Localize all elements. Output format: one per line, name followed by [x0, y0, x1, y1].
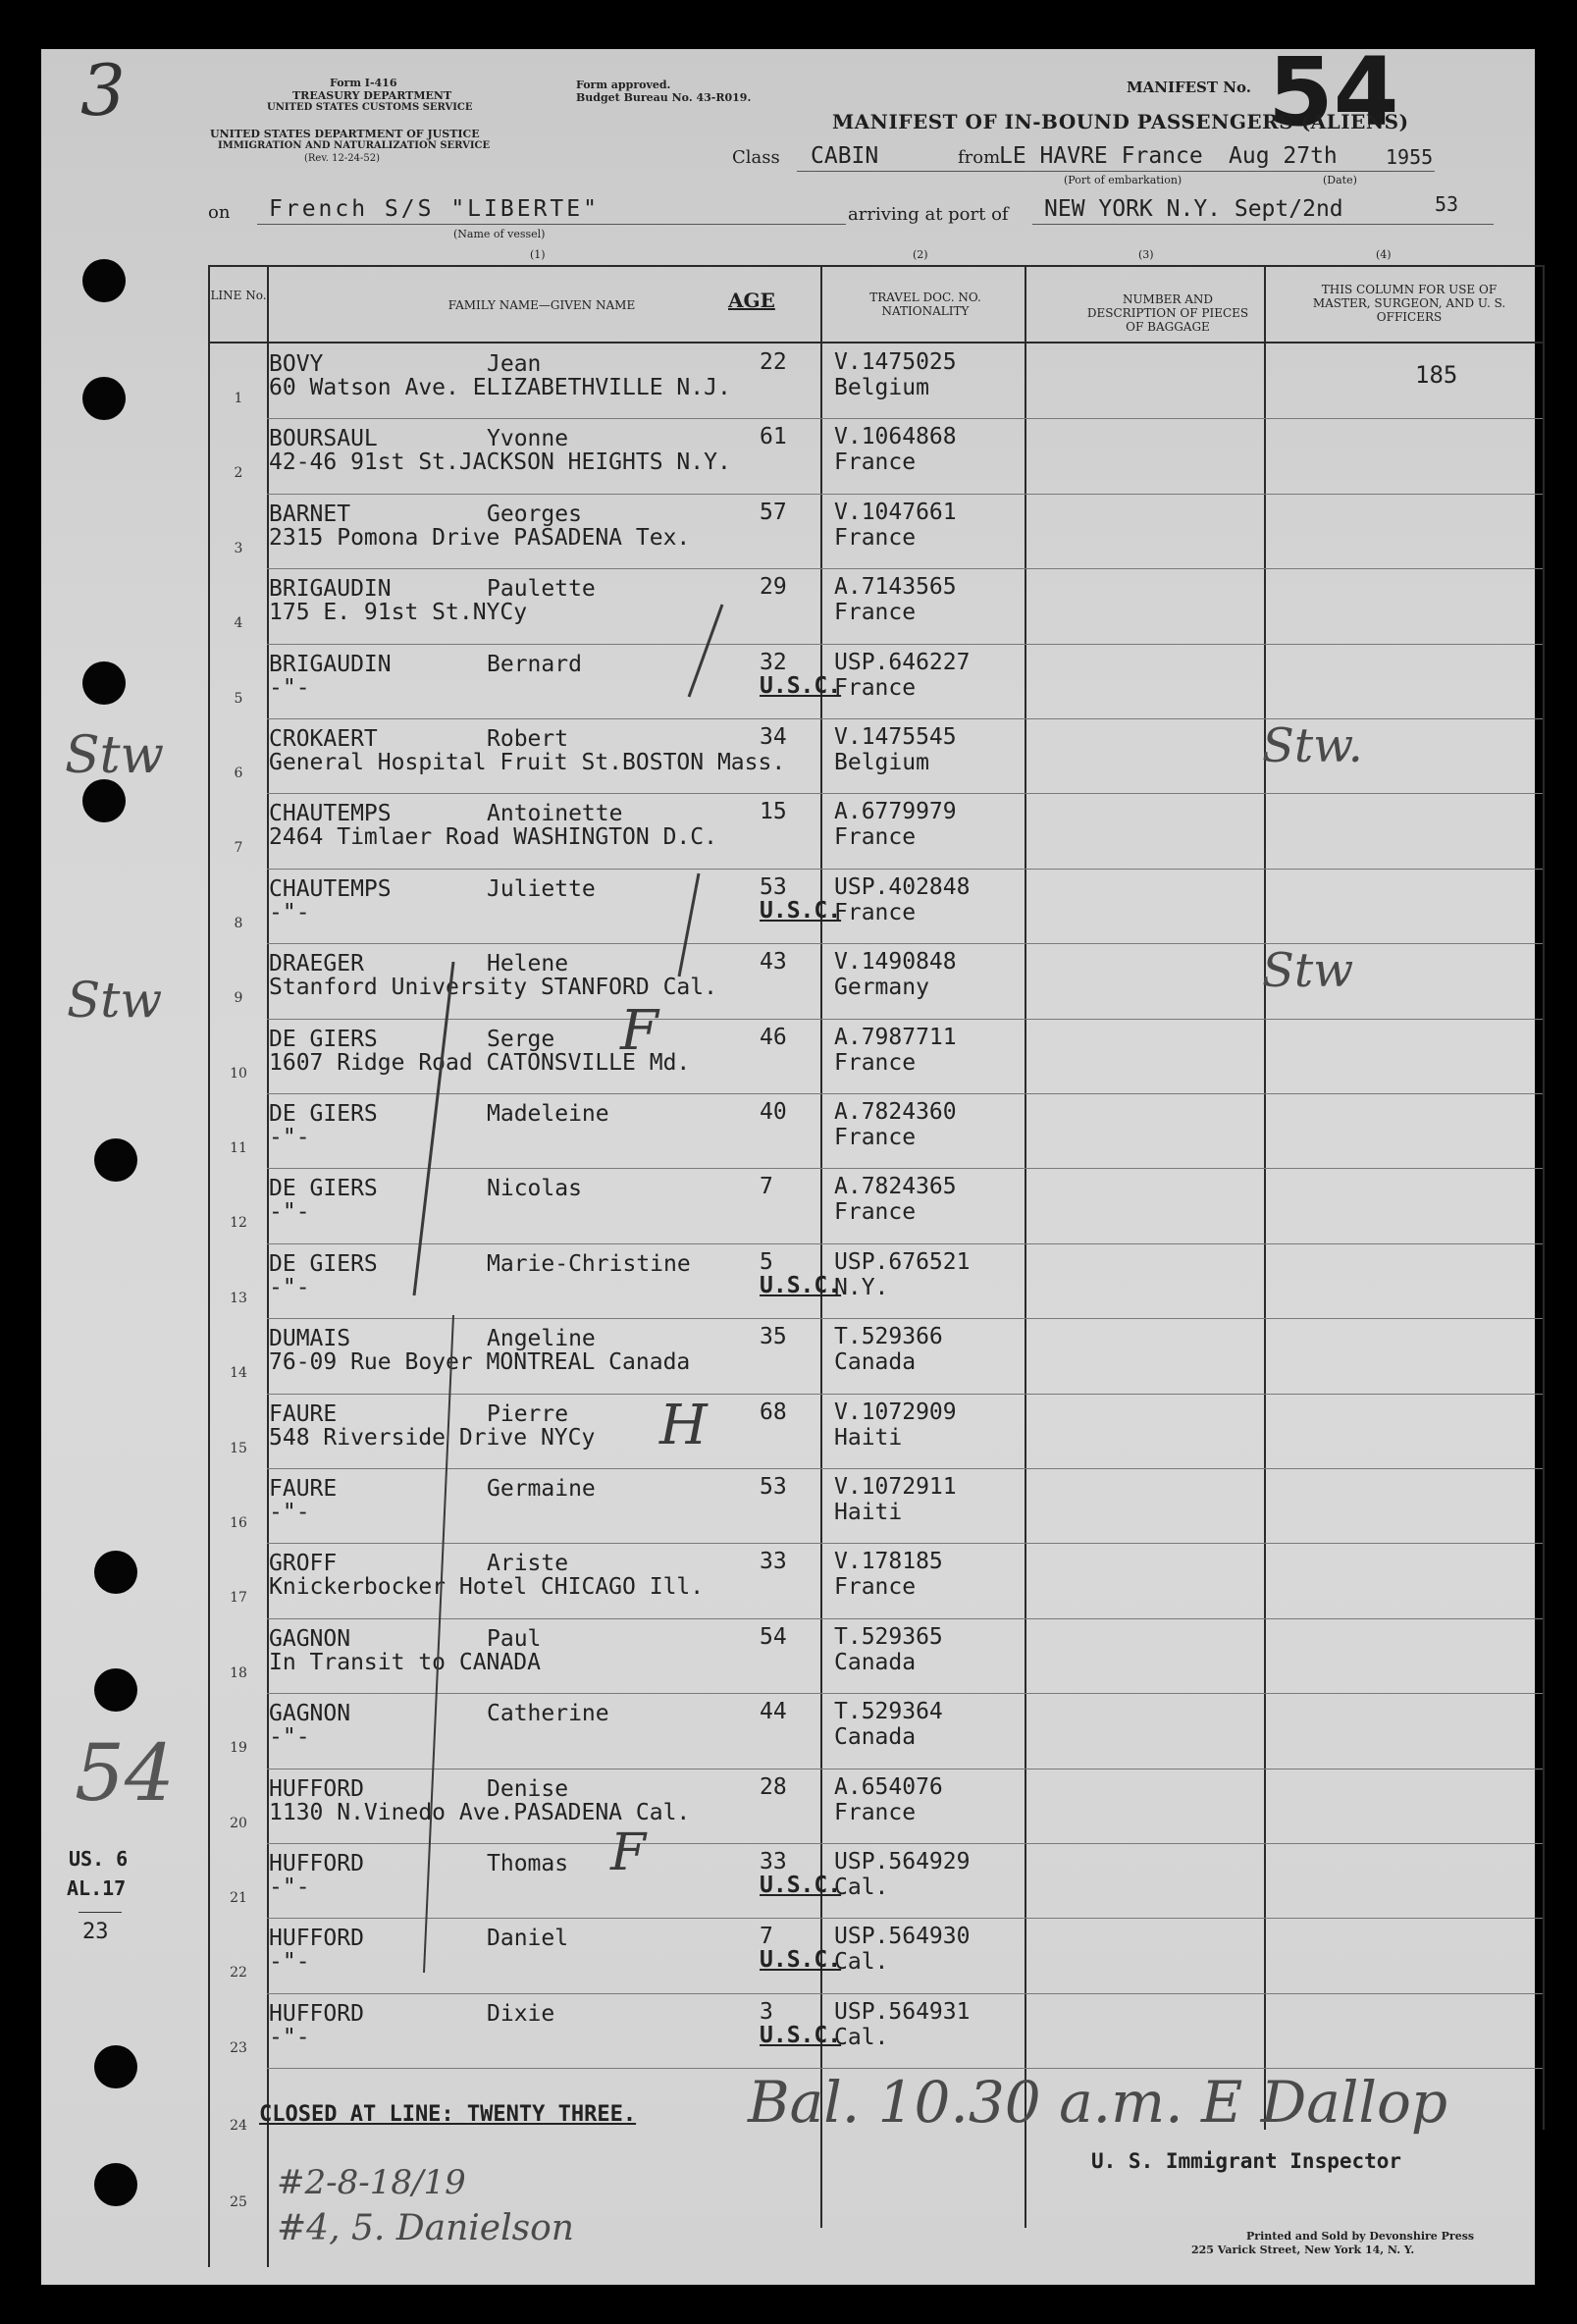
address: -"-	[269, 1875, 310, 1900]
age: 68	[760, 1399, 787, 1425]
family-name: BRIGAUDIN	[269, 576, 392, 603]
row-number: 11	[230, 1140, 247, 1156]
given-name: Robert	[487, 726, 569, 752]
travel-doc: T.529366	[834, 1324, 943, 1350]
row-number: 17	[230, 1590, 247, 1607]
col-head-age: AGE	[728, 289, 775, 312]
nationality: France	[834, 600, 917, 626]
family-name: HUFFORD	[269, 1851, 364, 1876]
age: 44	[760, 1699, 787, 1725]
family-name: HUFFORD	[269, 1926, 364, 1952]
address: 1130 N.Vinedo Ave.PASADENA Cal.	[269, 1799, 691, 1825]
given-name: Thomas	[487, 1851, 569, 1876]
address: 42-46 91st St.JACKSON HEIGHTS N.Y.	[269, 449, 731, 476]
port-embark-note: (Port of embarkation)	[1064, 174, 1183, 186]
manifest-no-label: MANIFEST No.	[1127, 79, 1251, 96]
citizen-status: U.S.C.	[760, 897, 842, 924]
travel-doc: V.1047661	[834, 499, 957, 525]
travel-doc: V.178185	[834, 1549, 943, 1575]
dept-customs: UNITED STATES CUSTOMS SERVICE	[267, 102, 473, 113]
handwritten-note-1: #2-8-18/19	[277, 2163, 466, 2202]
col-head-name: FAMILY NAME—GIVEN NAME	[447, 298, 636, 312]
row-number: 10	[230, 1065, 247, 1082]
nationality: Canada	[834, 1724, 917, 1751]
travel-doc: T.529364	[834, 1699, 943, 1725]
family-name: DE GIERS	[269, 1026, 378, 1052]
row-number: 14	[230, 1365, 247, 1382]
address: 175 E. 91st St.NYCy	[269, 600, 528, 626]
col-num-3: (3)	[1138, 248, 1154, 261]
address: Stanford University STANFORD Cal.	[269, 975, 717, 1001]
age: 54	[760, 1623, 787, 1650]
age: 46	[760, 1024, 787, 1050]
family-name: GAGNON	[269, 1701, 351, 1727]
embark-year: 1955	[1386, 145, 1434, 169]
nationality: Belgium	[834, 375, 929, 400]
nationality: Haiti	[834, 1424, 903, 1451]
family-name: FAURE	[269, 1400, 338, 1427]
nationality: France	[834, 1199, 917, 1226]
arriving-label: arriving at port of	[848, 204, 1009, 225]
row-number: 22	[230, 1965, 247, 1981]
age: 43	[760, 949, 787, 976]
vessel-note: (Name of vessel)	[453, 228, 546, 240]
age: 7	[760, 1924, 773, 1950]
citizen-status: U.S.C.	[760, 1873, 842, 1898]
travel-doc: V.1490848	[834, 949, 957, 976]
travel-doc: USP.676521	[834, 1248, 971, 1275]
printer-line-2: 225 Varick Street, New York 14, N. Y.	[1191, 2244, 1415, 2256]
travel-doc: T.529365	[834, 1623, 943, 1650]
family-name: BRIGAUDIN	[269, 651, 392, 677]
margin-stw-1: Stw	[65, 726, 165, 785]
vessel-name: French S/S "LIBERTE"	[269, 196, 600, 222]
given-name: Paulette	[487, 576, 596, 603]
address: -"-	[269, 1274, 310, 1300]
age: 34	[760, 724, 787, 750]
travel-doc: USP.402848	[834, 873, 971, 900]
travel-doc: USP.564931	[834, 1998, 971, 2025]
given-name: Angeline	[487, 1326, 596, 1352]
nationality: France	[834, 524, 917, 551]
address: General Hospital Fruit St.BOSTON Mass.	[269, 750, 786, 775]
family-name: DE GIERS	[269, 1101, 378, 1127]
given-name: Nicolas	[487, 1176, 582, 1202]
family-name: GAGNON	[269, 1625, 351, 1652]
nationality: N.Y.	[834, 1274, 889, 1300]
given-name: Daniel	[487, 1926, 569, 1952]
nationality: France	[834, 824, 917, 851]
from-value: LE HAVRE France	[999, 143, 1203, 169]
printer-line-1: Printed and Sold by Devonshire Press	[1246, 2230, 1475, 2243]
age: 53	[760, 873, 787, 900]
nationality: France	[834, 674, 917, 701]
address: 1607 Ridge Road CATONSVILLE Md.	[269, 1049, 691, 1076]
row-number: 20	[230, 1815, 247, 1831]
given-name: Ariste	[487, 1551, 569, 1577]
age: 15	[760, 799, 787, 825]
row-number: 2	[234, 465, 243, 482]
embark-date: Aug 27th	[1229, 143, 1338, 169]
margin-total: 54	[75, 1727, 175, 1819]
officer-note: Stw.	[1262, 718, 1363, 773]
family-name: BARNET	[269, 501, 351, 527]
nationality: Cal.	[834, 1875, 889, 1900]
date-note: (Date)	[1323, 174, 1357, 186]
address: -"-	[269, 1724, 310, 1751]
age: 7	[760, 1174, 773, 1200]
family-name: HUFFORD	[269, 2000, 364, 2027]
address: -"-	[269, 1199, 310, 1226]
margin-al-count: AL.17	[67, 1876, 127, 1900]
given-name: Georges	[487, 501, 582, 527]
given-name: Denise	[487, 1775, 569, 1802]
row-number: 9	[234, 990, 243, 1007]
travel-doc: A.7824360	[834, 1099, 957, 1125]
given-name: Dixie	[487, 2000, 555, 2027]
corner-mark: 3	[80, 49, 126, 132]
given-name: Juliette	[487, 875, 596, 902]
row-number: 19	[230, 1740, 247, 1757]
nationality: Cal.	[834, 2024, 889, 2050]
travel-doc: USP.564929	[834, 1849, 971, 1875]
travel-doc: V.1475545	[834, 724, 957, 750]
family-name: CHAUTEMPS	[269, 875, 392, 902]
address: -"-	[269, 899, 310, 925]
travel-doc: V.1475025	[834, 349, 957, 375]
row-number: 7	[234, 840, 243, 857]
class-label: Class	[732, 147, 780, 168]
row-number: 5	[234, 690, 243, 707]
citizen-status: U.S.C.	[760, 672, 842, 699]
nationality: Belgium	[834, 750, 929, 775]
given-name: Serge	[487, 1026, 555, 1052]
inspector-title: U. S. Immigrant Inspector	[1091, 2149, 1402, 2173]
nationality: France	[834, 449, 917, 476]
row-number: 24	[230, 2118, 247, 2134]
age: 35	[760, 1324, 787, 1350]
pencil-mark-h: H	[659, 1394, 708, 1457]
margin-stw-2: Stw	[67, 972, 163, 1029]
travel-doc: V.1064868	[834, 424, 957, 450]
row-number: 21	[230, 1890, 247, 1906]
row-number: 4	[234, 615, 243, 632]
travel-doc: A.654076	[834, 1773, 943, 1800]
from-label: from	[958, 147, 1001, 168]
address: Knickerbocker Hotel CHICAGO Ill.	[269, 1574, 705, 1601]
row-number: 25	[230, 2194, 247, 2210]
margin-us-count: US. 6	[69, 1847, 129, 1871]
given-name: Jean	[487, 351, 542, 377]
family-name: BOVY	[269, 351, 324, 377]
travel-doc: V.1072909	[834, 1399, 957, 1425]
address: 60 Watson Ave. ELIZABETHVILLE N.J.	[269, 375, 731, 400]
arrival-year: 53	[1435, 192, 1459, 216]
age: 61	[760, 424, 787, 450]
family-name: DRAEGER	[269, 951, 364, 977]
given-name: Madeleine	[487, 1101, 609, 1127]
given-name: Paul	[487, 1625, 542, 1652]
family-name: FAURE	[269, 1476, 338, 1502]
nationality: France	[834, 899, 917, 925]
dept-justice: UNITED STATES DEPARTMENT OF JUSTICE	[210, 128, 480, 140]
given-name: Germaine	[487, 1476, 596, 1502]
travel-doc: A.7824365	[834, 1174, 957, 1200]
age: 33	[760, 1549, 787, 1575]
manifest-sheet	[41, 37, 1535, 2285]
age: 22	[760, 349, 787, 375]
rev-date: (Rev. 12-24-52)	[304, 153, 381, 164]
age: 5	[760, 1248, 773, 1275]
nationality: Cal.	[834, 1949, 889, 1976]
col-num-4: (4)	[1376, 248, 1392, 261]
row-number: 6	[234, 766, 243, 781]
col-num-1: (1)	[530, 248, 546, 261]
row-number: 16	[230, 1515, 247, 1531]
travel-doc: A.7987711	[834, 1024, 957, 1050]
row-number: 8	[234, 915, 243, 931]
form-approved: Form approved.	[576, 79, 671, 91]
nationality: Haiti	[834, 1500, 903, 1525]
given-name: Bernard	[487, 651, 582, 677]
col-num-2: (2)	[913, 248, 928, 261]
given-name: Pierre	[487, 1400, 569, 1427]
age: 28	[760, 1773, 787, 1800]
address: 2464 Timlaer Road WASHINGTON D.C.	[269, 824, 717, 851]
manifest-number: 54	[1268, 37, 1399, 147]
col-head-doc: TRAVEL DOC. NO. NATIONALITY	[869, 290, 981, 318]
nationality: France	[834, 1574, 917, 1601]
address: 2315 Pomona Drive PASADENA Tex.	[269, 524, 691, 551]
address: 76-09 Rue Boyer MONTREAL Canada	[269, 1349, 691, 1376]
class-value: CABIN	[811, 143, 879, 169]
dept-immigration: IMMIGRATION AND NATURALIZATION SERVICE	[218, 140, 491, 151]
row-number: 12	[230, 1215, 247, 1232]
address: -"-	[269, 1949, 310, 1976]
address: -"-	[269, 2024, 310, 2050]
family-name: DE GIERS	[269, 1250, 378, 1277]
family-name: CHAUTEMPS	[269, 801, 392, 827]
travel-doc: A.6779979	[834, 799, 957, 825]
officer-note: 185	[1415, 361, 1458, 389]
nationality: Germany	[834, 975, 929, 1001]
travel-doc: USP.564930	[834, 1924, 971, 1950]
age: 40	[760, 1099, 787, 1125]
age: 32	[760, 649, 787, 675]
nationality: Canada	[834, 1349, 917, 1376]
budget-bureau: Budget Bureau No. 43-R019.	[576, 91, 752, 104]
age: 33	[760, 1849, 787, 1875]
family-name: GROFF	[269, 1551, 338, 1577]
row-number: 23	[230, 2039, 247, 2056]
family-name: DUMAIS	[269, 1326, 351, 1352]
pencil-mark-f: F	[620, 999, 658, 1063]
citizen-status: U.S.C.	[760, 2022, 842, 2048]
pencil-strokes	[41, 49, 1535, 2285]
col-head-baggage: NUMBER AND DESCRIPTION OF PIECES OF BAGGAGE	[1086, 292, 1249, 334]
given-name: Yvonne	[487, 426, 569, 452]
nationality: France	[834, 1125, 917, 1150]
age: 57	[760, 499, 787, 525]
arrival-port: NEW YORK N.Y. Sept/2nd	[1044, 196, 1343, 222]
col-head-line: LINE No.	[210, 289, 267, 302]
handwritten-note-2: #4, 5. Danielson	[277, 2208, 574, 2248]
address: 548 Riverside Drive NYCy	[269, 1424, 596, 1451]
age: 3	[760, 1998, 773, 2025]
family-name: BOURSAUL	[269, 426, 378, 452]
given-name: Marie-Christine	[487, 1250, 691, 1277]
table-right-border	[1543, 265, 1545, 2130]
address: -"-	[269, 1125, 310, 1150]
age: 29	[760, 574, 787, 601]
row-number: 13	[230, 1290, 247, 1306]
manifest-title: MANIFEST OF IN-BOUND PASSENGERS (ALIENS)	[832, 110, 1409, 133]
age: 53	[760, 1474, 787, 1500]
pencil-mark-f2: F	[610, 1823, 647, 1882]
travel-doc: V.1072911	[834, 1474, 957, 1500]
row-number: 1	[234, 391, 243, 406]
given-name: Catherine	[487, 1701, 609, 1727]
row-number: 15	[230, 1440, 247, 1456]
travel-doc: A.7143565	[834, 574, 957, 601]
officer-note: Stw	[1262, 943, 1354, 999]
address: -"-	[269, 1500, 310, 1525]
family-name: HUFFORD	[269, 1775, 364, 1802]
dept-treasury: TREASURY DEPARTMENT	[292, 89, 452, 102]
nationality: France	[834, 1799, 917, 1825]
citizen-status: U.S.C.	[760, 1272, 842, 1298]
form-number: Form I-416	[330, 77, 397, 89]
nationality: France	[834, 1049, 917, 1076]
given-name: Antoinette	[487, 801, 623, 827]
travel-doc: USP.646227	[834, 649, 971, 675]
family-name: DE GIERS	[269, 1176, 378, 1202]
row-number: 18	[230, 1664, 247, 1681]
on-label: on	[208, 202, 231, 223]
family-name: CROKAERT	[269, 726, 378, 752]
col-head-officers: THIS COLUMN FOR USE OF MASTER, SURGEON, AND U. S. OFFICERS	[1312, 283, 1506, 324]
address: -"-	[269, 674, 310, 701]
nationality: Canada	[834, 1649, 917, 1675]
citizen-status: U.S.C.	[760, 1947, 842, 1974]
given-name: Helene	[487, 951, 569, 977]
margin-sum: 23	[82, 1920, 109, 1944]
closed-at-line: CLOSED AT LINE: TWENTY THREE.	[259, 2102, 637, 2127]
row-number: 3	[234, 540, 243, 556]
inspector-signature: Bal. 10.30 a.m. E Dallop	[748, 2069, 1447, 2136]
address: In Transit to CANADA	[269, 1649, 541, 1675]
